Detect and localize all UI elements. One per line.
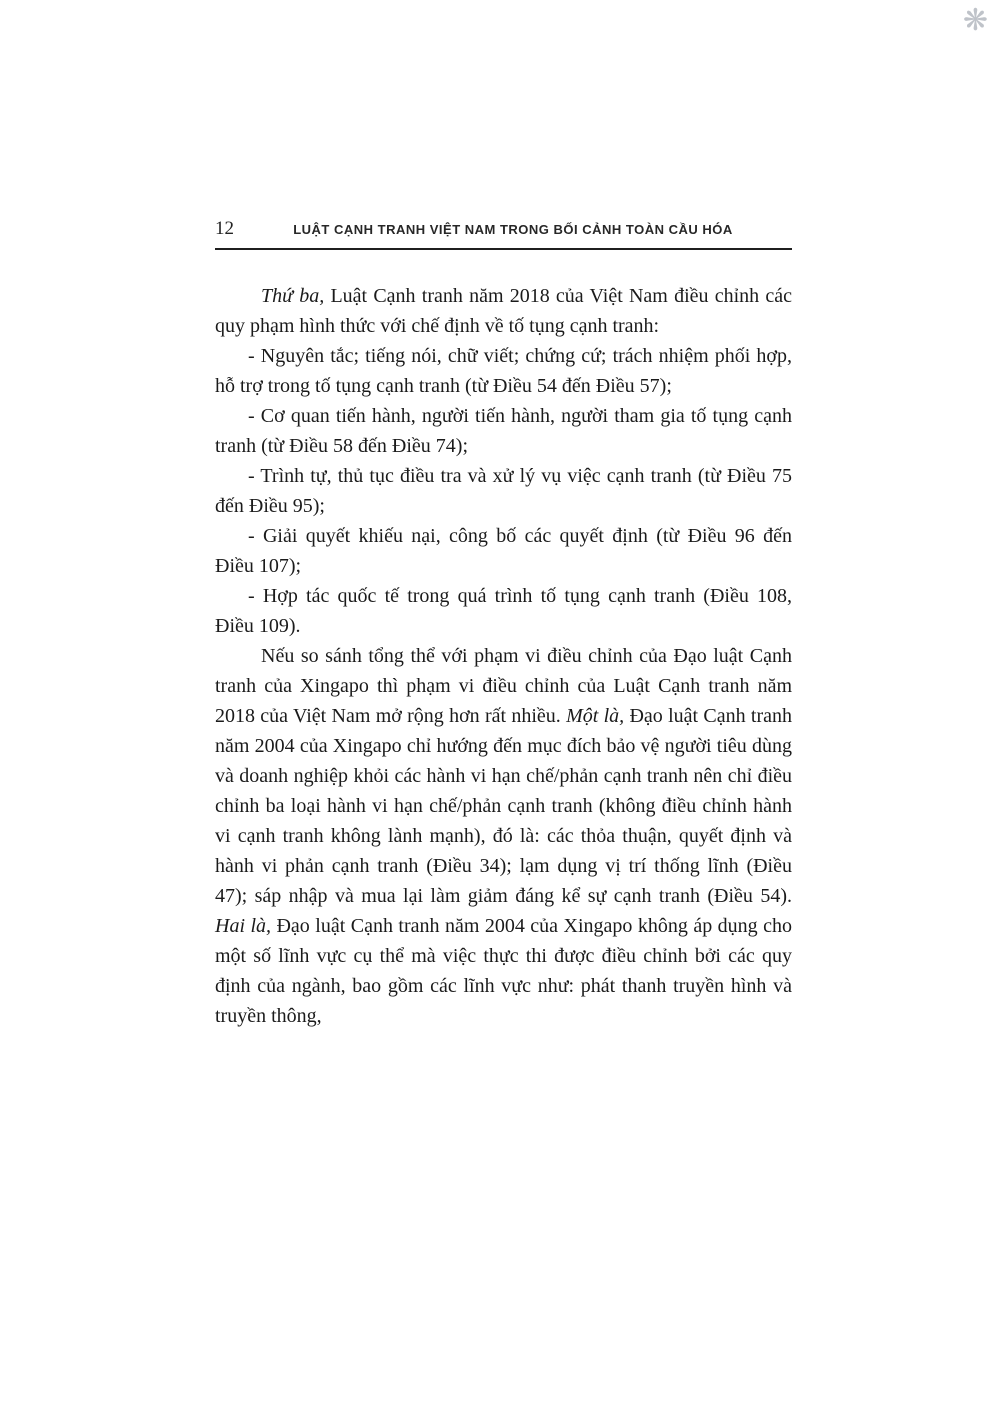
paragraph-intro-text: Luật Cạnh tranh năm 2018 của Việt Nam điều chỉnh các quy phạm hình thức với chế định về tố tụng cạnh tranh: — [215, 285, 792, 337]
page-content — [215, 218, 792, 1031]
header-rule — [215, 248, 792, 250]
bullet-item-agencies: - Cơ quan tiến hành, người tiến hành, người tham gia tố tụng cạnh tranh (từ Điều 58 đến Điều 74); — [215, 405, 792, 457]
page-body — [215, 281, 792, 1031]
comparison-text-2: Đạo luật Cạnh tranh năm 2004 của Xingapo chỉ hướng đến mục đích bảo vệ người tiêu dùng và doanh nghiệp khỏi các hành vi hạn chế/phản cạnh tranh nên chỉ điều chỉnh ba loại hành vi hạn chế/phản cạnh tranh (không điều chỉnh hành vi cạnh tranh không lành mạnh), đó là: các thỏa thuận, quyết định và hành vi phản cạnh tranh (Điều 34); lạm dụng vị trí thống lĩnh (Điều 47); sáp nhập và mua lại làm giảm đáng kể sự cạnh tranh (Điều 54). — [215, 705, 792, 907]
page-number: 12 — [215, 218, 234, 239]
bullet-item-complaints: - Giải quyết khiếu nại, công bố các quyết định (từ Điều 96 đến Điều 107); — [215, 525, 792, 577]
comparison-text-1: Nếu so sánh tổng thể với phạm vi điều chỉnh của Đạo luật Cạnh tranh của Xingapo thì phạm vi điều chỉnh của Luật Cạnh tranh năm 2018 của Việt Nam mở rộng hơn rất nhiều. — [215, 645, 792, 727]
bullet-item-procedure: - Trình tự, thủ tục điều tra và xử lý vụ việc cạnh tranh (từ Điều 75 đến Điều 95); — [215, 465, 792, 517]
bullet-item-international: - Hợp tác quốc tế trong quá trình tố tụng cạnh tranh (Điều 108, Điều 109). — [215, 585, 792, 637]
comparison-text-3: Đạo luật Cạnh tranh năm 2004 của Xingapo không áp dụng cho một số lĩnh vực cụ thể mà việc thực thi được điều chỉnh bởi các quy định của ngành, bao gồm các lĩnh vực như: phát thanh truyền hình và truyền thông, — [215, 915, 792, 1027]
page-header — [215, 218, 792, 248]
bullet-item-principles: - Nguyên tắc; tiếng nói, chữ viết; chứng cứ; trách nhiệm phối hợp, hỗ trợ trong tố tụng cạnh tranh (từ Điều 54 đến Điều 57); — [215, 345, 792, 397]
lead-phrase-italic: Thứ ba, — [261, 285, 325, 307]
first-point-italic: Một là, — [566, 705, 625, 727]
second-point-italic: Hai là, — [215, 915, 272, 937]
running-title: LUẬT CẠNH TRANH VIỆT NAM TRONG BỐI CẢNH TOÀN CẦU HÓA — [293, 222, 733, 237]
flower-decoration-icon: ❋ — [962, 4, 988, 37]
paragraph-comparison — [215, 641, 792, 1031]
paragraph-intro — [215, 281, 792, 341]
